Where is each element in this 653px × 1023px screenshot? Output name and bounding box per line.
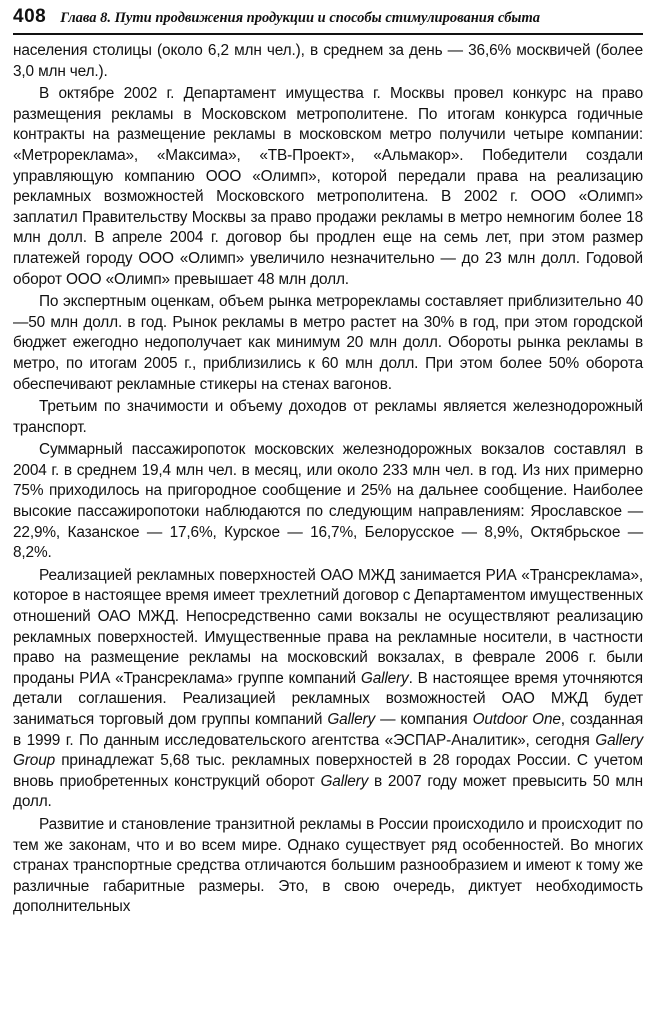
- paragraph-text: . В настоящее время уточняются детали соглашения. Реализацией рекламных возможностей ОАО МЖД будет заниматься торговый дом группы компаний: [13, 669, 643, 728]
- body-text: [13, 41, 643, 918]
- running-title: Глава 8. Пути продвижения продукции и способы стимулирования сбыта: [60, 10, 541, 26]
- paragraph: [13, 292, 643, 395]
- italic-text: Gallery: [327, 711, 376, 728]
- paragraph-text: в 2007 году может превысить 50 млн долл.: [13, 772, 643, 811]
- italic-text: Gallery: [360, 669, 409, 687]
- paragraph-text: Развитие и становление транзитной рекламы в России происходило и происходит по тем же законам, что и во всем мире. Однако существует ряд особенностей. Во многих странах транспортные средства отличаются большим разнообразием и имеют к тому же различные габаритные размеры. Это, в свою очередь, диктует необходимость дополнительных: [13, 815, 643, 916]
- italic-text: Gallery Group: [13, 731, 643, 770]
- paragraph-text: принадлежат 5,68 тыс. рекламных поверхностей в 28 городах России. С учетом вновь приобретенных конструкций оборот: [13, 752, 643, 790]
- paragraph: [13, 440, 643, 564]
- paragraph-text: населения столицы (около 6,2 млн чел.), в среднем за день — 36,6% москвичей (более 3,0 млн чел.).: [13, 42, 643, 80]
- paragraph: [13, 815, 643, 918]
- paragraph-text: , созданная в 1999 г. По данным исследовательского агентства «ЭСПАР-Аналитик», сегодня: [13, 711, 644, 749]
- paragraph-text: — компания: [375, 711, 473, 728]
- paragraph-text: Третьим по значимости и объему доходов от рекламы является железнодорожный транспорт.: [13, 398, 643, 436]
- paragraph: [13, 84, 643, 290]
- paragraph-text: Реализацией рекламных поверхностей ОАО МЖД занимается РИА «Трансреклама», которое в настоящее время имеет трехлетний договор с Департаментом имущественных отношений ОАО МЖД. Непосредственно сами вокзалы не осуществляют реализацию рекламных поверхностей. Имущественные права на рекламные носители, в частности право на размещение рекламы на московский вокзалах, в феврале 2006 г. были проданы РИА «Трансреклама» группе компаний: [13, 566, 643, 687]
- page-header: [13, 6, 643, 35]
- paragraph-text: В октябре 2002 г. Департамент имущества г. Москвы провел конкурс на право размещения рекламы в Московском метрополитене. По итогам конкурса годичные контракты на размещение рекламы в московском метро получили четыре компании: «Метрореклама», «Максима», «ТВ-Проект», «Альмакор». Победители создали управляющую компанию ООО «Олимп», которой передали права на реализацию рекламных возможностей Московского метрополитена. В 2002 г. ООО «Олимп» заплатил Правительству Москвы за право продажи рекламы в метро немногим более 18 млн долл. В апреле 2004 г. договор бы продлен еще на семь лет, при этом размер платежей городу ООО «Олимп» увеличило незначительно — до 23 млн долл. Годовой оборот ООО «Олимп» превышает 48 млн долл.: [13, 85, 643, 288]
- italic-text: Outdoor One: [472, 711, 561, 728]
- page-number: 408: [13, 6, 47, 27]
- italic-text: Gallery: [320, 772, 369, 790]
- paragraph: [13, 566, 643, 813]
- paragraph: [13, 397, 643, 438]
- paragraph: [13, 41, 643, 82]
- paragraph-text: По экспертным оценкам, объем рынка метрорекламы составляет приблизительно 40—50 млн долл. в год. Рынок рекламы в метро растет на 30% в год, при этом городской бюджет ежегодно недополучает как минимум 20 млн долл. Обороты рынка рекламы в метро, по итогам 2005 г., приблизились к 60 млн долл. При этом более 50% оборота обеспечивают рекламные стикеры на стенах вагонов.: [13, 293, 643, 393]
- paragraph-text: Суммарный пассажиропоток московских железнодорожных вокзалов составлял в 2004 г. в среднем 19,4 млн чел. в месяц, или около 233 млн чел. в год. Из них примерно 75% приходилось на пригородное сообщение и 25% на дальнее сообщение. Наиболее высокие пассажиропотоки наблюдаются по следующим направлениям: Ярославское — 22,9%, Казанское — 17,6%, Курское — 16,7%, Белорусское — 8,9%, Октябрьское — 8,2%.: [13, 441, 643, 562]
